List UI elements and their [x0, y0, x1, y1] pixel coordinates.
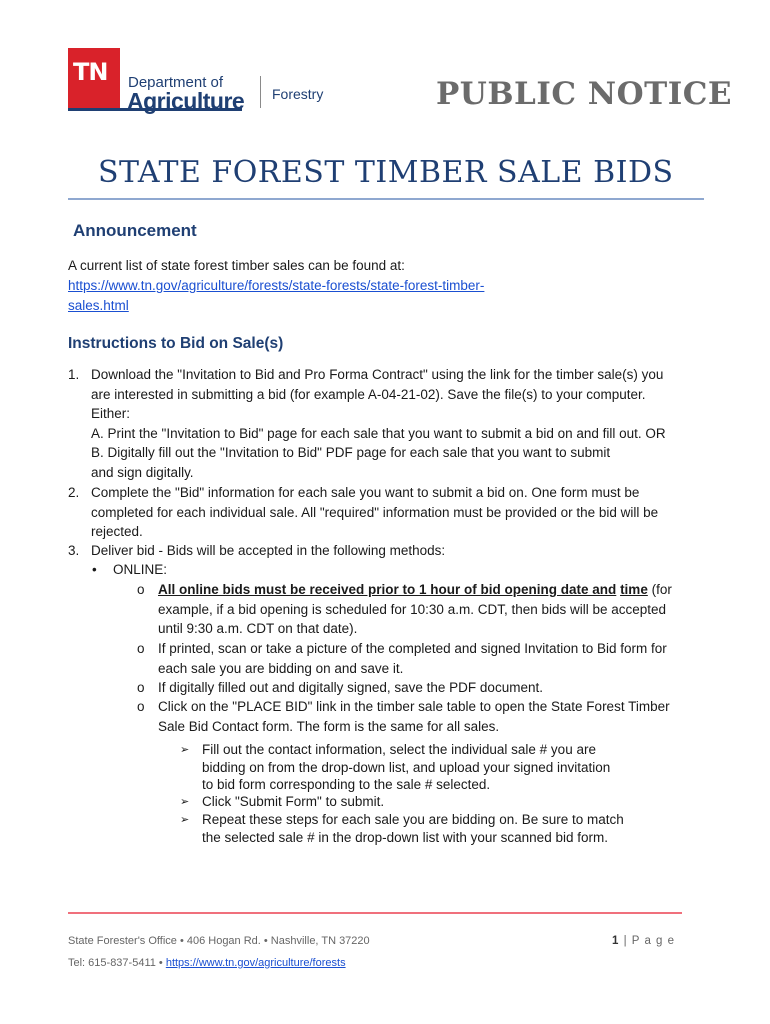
step-line: bidding on from the drop-down list, and upload your signed invitation	[202, 759, 611, 775]
logo-divider	[260, 76, 261, 108]
step-repeat	[202, 811, 702, 846]
page-number: 1	[612, 935, 620, 947]
logo-department-of: Department of	[128, 74, 224, 91]
page-label: | P a g e	[619, 935, 676, 947]
deadline-rest: (for	[647, 582, 672, 597]
announcement-heading: Announcement	[73, 221, 197, 240]
footer-divider	[68, 912, 682, 914]
item-1-line: and sign digitally.	[91, 464, 194, 480]
place-bid-line: Click on the "PLACE BID" link in the timber sale table to open the State Forest Timber	[158, 699, 670, 714]
online-bullet: •	[92, 562, 97, 577]
item-2-number: 2.	[68, 485, 80, 500]
tn-logo-box	[68, 48, 120, 108]
step-line: Fill out the contact information, select the individual sale # you are	[202, 742, 596, 757]
online-label: ONLINE:	[113, 562, 168, 577]
instructions-heading: Instructions to Bid on Sale(s)	[68, 335, 284, 352]
item-1-line: Download the "Invitation to Bid and Pro Forma Contract" using the link for the timber sale(s) you	[91, 367, 664, 382]
sub-bullet-place-bid	[158, 697, 728, 736]
item-3-text: Deliver bid - Bids will be accepted in the following methods:	[91, 543, 446, 558]
deadline-time-text: time	[620, 582, 648, 597]
item-1-line: A. Print the "Invitation to Bid" page for each sale that you want to submit a bid on and fill out. OR	[91, 425, 666, 441]
deadline-line: until 9:30 a.m. CDT on that date).	[158, 621, 358, 636]
step-line: the selected sale # in the drop-down list with your scanned bid form.	[202, 829, 608, 845]
logo-agriculture: Agriculture	[127, 88, 245, 114]
sub-bullet-marker: o	[137, 641, 145, 656]
timber-sales-link-line2[interactable]: sales.html	[68, 298, 129, 313]
sub-bullet-marker: o	[137, 699, 145, 714]
step-line: to bid form corresponding to the sale # selected.	[202, 777, 491, 792]
arrow-icon: ➢	[180, 796, 190, 808]
deadline-line-1	[158, 580, 728, 600]
step-line: Repeat these steps for each sale you are bidding on. Be sure to match	[202, 812, 624, 827]
item-2-line: completed for each individual sale. All "required" information must be provided or the bid will be	[91, 504, 659, 520]
footer-tel: Tel: 615-837-5411 •	[68, 957, 166, 969]
deadline-bold-text: All online bids must be received prior to 1 hour of bid opening date and	[158, 582, 617, 597]
announcement-intro: A current list of state forest timber sales can be found at:	[68, 258, 405, 273]
item-1-line: B. Digitally fill out the "Invitation to Bid" PDF page for each sale that you want to submit	[91, 445, 611, 460]
sub-bullet-marker: o	[137, 680, 145, 695]
item-2-text	[91, 483, 721, 542]
timber-sales-link-line1[interactable]: https://www.tn.gov/agriculture/forests/state-forests/state-forest-timber-	[68, 278, 485, 293]
footer-address: State Forester's Office • 406 Hogan Rd. • Nashville, TN 37220	[68, 935, 370, 947]
tn-logo-text: TN	[73, 58, 108, 86]
place-bid-line: Sale Bid Contact form. The form is the same for all sales.	[158, 718, 500, 734]
arrow-icon: ➢	[180, 744, 190, 756]
deadline-line: example, if a bid opening is scheduled for 10:30 a.m. CDT, then bids will be accepted	[158, 601, 667, 617]
scan-line: each sale you are bidding on and save it.	[158, 660, 404, 676]
item-1-text	[91, 365, 721, 482]
title-divider	[68, 198, 704, 200]
sub-bullet-scan	[158, 639, 728, 678]
footer-website-link[interactable]: https://www.tn.gov/agriculture/forests	[165, 957, 346, 969]
logo-forestry: Forestry	[272, 86, 324, 102]
step-submit: Click "Submit Form" to submit.	[202, 794, 385, 809]
scan-line: If printed, scan or take a picture of the completed and signed Invitation to Bid form for	[158, 641, 667, 656]
item-3-number: 3.	[68, 543, 80, 558]
footer-page-number	[612, 935, 675, 947]
timber-sales-link[interactable]	[68, 276, 548, 316]
sub-bullet-deadline	[158, 580, 728, 639]
item-2-line: Complete the "Bid" information for each sale you want to submit a bid on. One form must be	[91, 485, 640, 500]
item-1-line: Either:	[91, 406, 131, 421]
item-2-line: rejected.	[91, 524, 143, 539]
sub-bullet-pdf: If digitally filled out and digitally signed, save the PDF document.	[158, 680, 543, 695]
step-fill-contact	[202, 741, 702, 794]
arrow-icon: ➢	[180, 814, 190, 826]
footer-contact	[68, 957, 346, 969]
page-title: STATE FOREST TIMBER SALE BIDS	[98, 155, 674, 190]
item-1-number: 1.	[68, 367, 80, 382]
item-1-line: are interested in submitting a bid (for example A-04-21-02). Save the file(s) to your computer.	[91, 386, 646, 402]
sub-bullet-marker: o	[137, 582, 145, 597]
public-notice-heading: PUBLIC NOTICE	[436, 76, 733, 112]
